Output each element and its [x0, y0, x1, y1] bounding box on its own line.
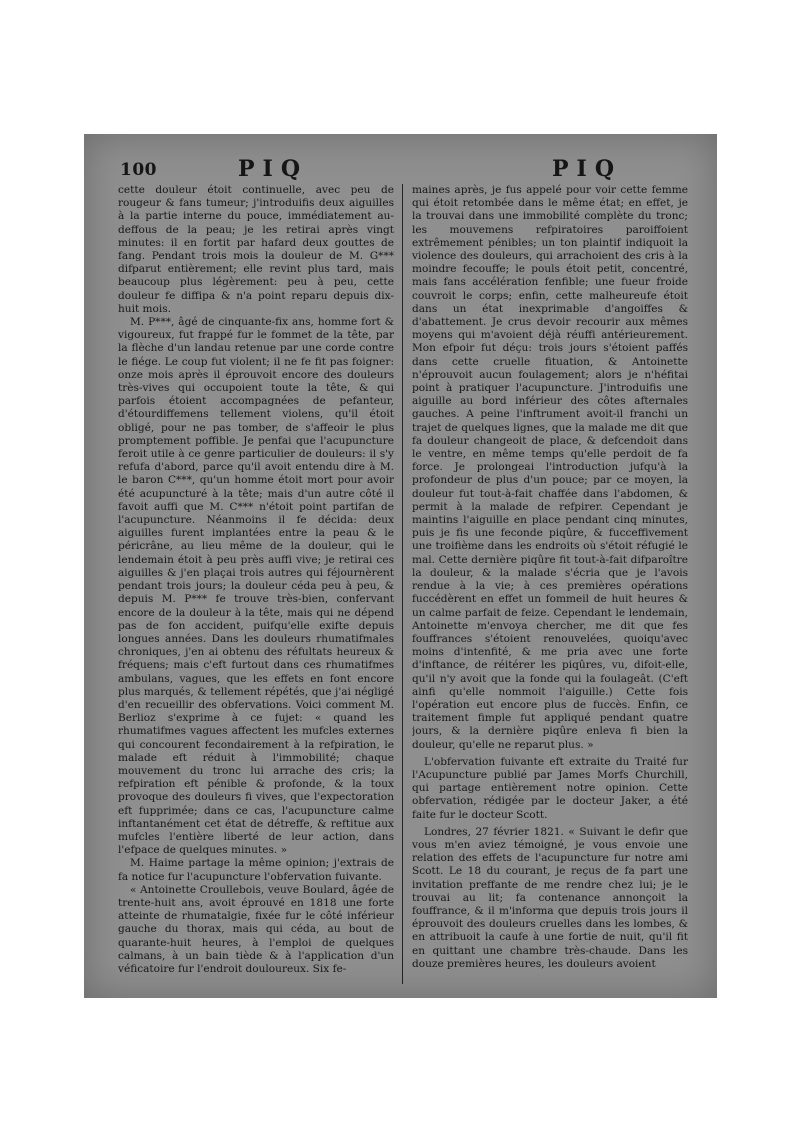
paragraph: Londres, 27 février 1821. « Suivant le defir que vous m'en aviez témoigné, je vous envoie une relation des effets de l'acupuncture fur notre ami Scott. Le 18 du courant, je reçus de fa part une invitation preffante de me rendre chez lui; je le trouvai au lit; fa contenance annonçoit la fouffrance, & il m'informa que depuis trois jours il éprouvoit des douleurs cruelles dans les lombes, & en attribuoit la caufe à une fortie de nuit, qu'il fit en quittant une chambre très-chaude. Dans les douze premières heures, les douleurs avoient [412, 825, 688, 970]
column-divider [402, 184, 403, 984]
scanned-page-background [84, 134, 717, 998]
paragraph: L'obfervation fuivante eft extraite du Traité fur l'Acupuncture publié par James Morfs Churchill, qui partage entièrement notre opinion. Cette obfervation, rédigée par le docteur Jaker, a été faite fur le docteur Scott. [412, 755, 688, 821]
book-page [112, 146, 694, 986]
paragraph: cette douleur étoit continuelle, avec peu de rougeur & fans tumeur; j'introduifis deux aiguilles à la partie interne du pouce, immédiatement au-deffous de la peau; je les retirai après vingt minutes: il en fortit par hafard deux gouttes de fang. Pendant trois mois la douleur de M. G*** difparut entièrement; elle revint plus tard, mais beaucoup plus légèrement: peu à peu, cette douleur fe diffipa & n'a point reparu depuis dix-huit mois. [118, 184, 394, 315]
page-header [112, 146, 694, 184]
paragraph: maines après, je fus appelé pour voir cette femme qui étoit retombée dans le même état; en effet, je la trouvai dans une immobilité complète du tronc; les mouvemens refpiratoires paroiffoient extrêmement pénibles; un ton plaintif indiquoit la violence des douleurs, qui arrachoient des cris à la moindre fecouffe; le pouls étoit petit, concentré, mais fans accélération fenfible; une fueur froide couvroit le corps; enfin, cette malheureufe étoit dans un état inexprimable d'angoiffes & d'abattement. Je crus devoir recourir aux mêmes moyens qui m'avoient déjà réuffi antérieurement. Mon efpoir fut déçu: trois jours s'étoient paffés dans cette cruelle fituation, & Antoinette n'éprouvoit aucun foulagement; alors je n'héfitai point à pratiquer l'acupuncture. J'introduifis une aiguille au bord inférieur des côtes afternales gauches. A peine l'inftrument avoit-il franchi un trajet de quelques lignes, que la malade me dit que fa douleur changeoit de place, & defcendoit dans le ventre, en même temps qu'elle perdoit de fa force. Je prolongeai l'introduction jufqu'à la profondeur de plus d'un pouce; par ce moyen, la douleur fut tout-à-fait chaffée dans l'abdomen, & permit à la malade de refpirer. Cependant je maintins l'aiguille en place pendant cinq minutes, puis je fis une feconde piqûre, & fucceffivement une troifième dans les endroits où s'étoit réfugié le mal. Cette dernière piqûre fit tout-à-fait difparoître la douleur, & la malade s'écria que je l'avois rendue à la vie; à ces premières opérations fuccédèrent en effet un fommeil de huit heures & un calme parfait de feize. Cependant le lendemain, Antoinette m'envoya chercher, me dit que fes fouffrances s'étoient renouvelées, quoiqu'avec moins d'intenfité, & me pria avec une forte d'inftance, de réitérer les piqûres, vu, difoit-elle, qu'il n'y avoit que la fonde qui la foulageât. (C'eft ainfi qu'elle nommoit l'aiguille.) Cette fois l'opération eut encore plus de fuccès. Enfin, ce traitement fimple fut appliqué pendant quatre jours, & la dernière piqûre enleva fi bien la douleur, qu'elle ne reparut plus. » [412, 184, 688, 751]
left-column [118, 184, 394, 984]
running-head-right: PIQ [552, 156, 622, 182]
right-column [412, 184, 688, 984]
paragraph: M. Haime partage la même opinion; j'extrais de fa notice fur l'acupuncture l'obfervation fuivante. [118, 857, 394, 883]
page-number: 100 [120, 160, 157, 180]
text-columns [112, 184, 694, 984]
running-head-left: PIQ [238, 156, 308, 182]
paragraph: M. P***, âgé de cinquante-fix ans, homme fort & vigoureux, fut frappé fur le fommet de la tête, par la flèche d'un landau retenue par une corde contre le fiége. Le coup fut violent; il ne fe fit pas foigner: onze mois après il éprouvoit encore des douleurs très-vives qui occupoient toute la tête, & qui parfois étoient accompagnées de pefanteur, d'étourdiffemens tellement violens, qu'il étoit obligé, pour ne pas tomber, de s'affeoir le plus promptement poffible. Je penfai que l'acupuncture feroit utile à ce genre particulier de douleurs: il s'y refufa d'abord, parce qu'il avoit entendu dire à M. le baron C***, qu'un homme étoit mort pour avoir été acupuncturé à la tête; mais d'un autre côté il favoit auffi que M. C*** n'étoit point partifan de l'acupuncture. Néanmoins il fe décida: deux aiguilles furent implantées entre la peau & le péricrâne, au lieu même de la douleur, qui le lendemain étoit à peu près auffi vive; je retirai ces aiguilles & j'en plaçai trois autres qui féjournèrent pendant trois jours; la douleur céda peu à peu, & depuis M. P*** fe trouve très-bien, confervant encore de la douleur à la tête, mais qui ne dépend pas de fon accident, puifqu'elle exifte depuis longues années. Dans les douleurs rhumatifmales chroniques, j'en ai obtenu des réfultats heureux & fréquens; mais c'eft furtout dans ces rhumatifmes ambulans, vagues, que les effets en font encore plus marqués, & tellement répétés, que j'ai négligé d'en recueillir des obfervations. Voici comment M. Berlioz s'exprime à ce fujet: « quand les rhumatifmes vagues affectent les mufcles externes qui concourent fecondairement à la refpiration, le malade eft réduit à l'immobilité; chaque mouvement du tronc lui arrache des cris; la refpiration eft pénible & profonde, & la toux provoque des douleurs fi vives, que l'expectoration eft fupprimée; dans ce cas, l'acupuncture calme inftantanément cet état de détreffe, & reftitue aux mufcles l'entière liberté de leur action, dans l'efpace de quelques minutes. » [118, 316, 394, 857]
paragraph: « Antoinette Croullebois, veuve Boulard, âgée de trente-huit ans, avoit éprouvé en 1818 une forte atteinte de rhumatalgie, fixée fur le côté inférieur gauche du thorax, mais qui céda, au bout de quarante-huit heures, à l'emploi de quelques calmans, à un bain tiède & à l'application d'un véficatoire fur l'endroit douloureux. Six fe- [118, 883, 394, 975]
